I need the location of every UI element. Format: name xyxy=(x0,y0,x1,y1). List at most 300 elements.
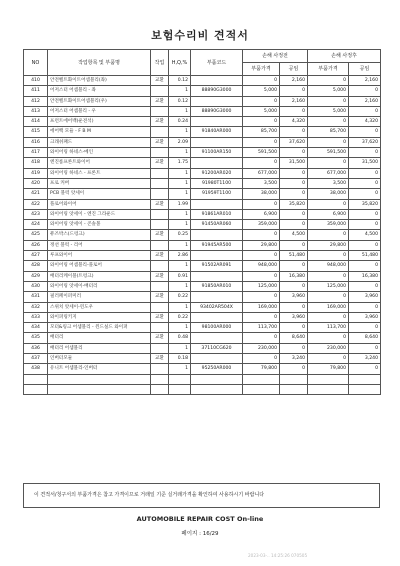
work-type xyxy=(151,189,169,199)
row-no: 413 xyxy=(24,106,48,116)
hq-value: 1 xyxy=(169,178,191,188)
part-code xyxy=(191,333,243,343)
labor-after: 8,640 xyxy=(349,333,381,343)
labor-before: 37,620 xyxy=(280,137,308,147)
table-row xyxy=(24,230,381,240)
hq-value: 1 xyxy=(169,189,191,199)
empty-cell xyxy=(280,384,308,394)
parts-price-after: 0 xyxy=(308,271,349,281)
parts-price-after: 0 xyxy=(308,251,349,261)
part-code: 91861AR010 xyxy=(191,209,243,219)
item-name: 배터리 어셈블리 xyxy=(48,343,151,353)
part-code xyxy=(191,158,243,168)
empty-cell xyxy=(308,374,349,384)
parts-price-before: 0 xyxy=(243,158,280,168)
part-code: 93402AR504X xyxy=(191,302,243,312)
empty-cell xyxy=(24,384,48,394)
labor-before: 0 xyxy=(280,148,308,158)
parts-price-before: 0 xyxy=(243,354,280,364)
work-type: 교환 xyxy=(151,271,169,281)
labor-after: 51,480 xyxy=(349,251,381,261)
labor-after: 0 xyxy=(349,106,381,116)
parts-price-before: 5,000 xyxy=(243,86,280,96)
row-no: 412 xyxy=(24,96,48,106)
row-no: 424 xyxy=(24,220,48,230)
part-code: 98100AR000 xyxy=(191,323,243,333)
item-name: 퓨즈박스(드렁크) xyxy=(48,230,151,240)
header-item: 작업항목 및 부품명 xyxy=(48,50,151,76)
table-row xyxy=(24,106,381,116)
empty-cell xyxy=(243,374,280,384)
table-row xyxy=(24,323,381,333)
parts-price-before: 0 xyxy=(243,76,280,86)
item-name: 정션 블럭 - 리어 xyxy=(48,240,151,250)
part-code: 91200AR020 xyxy=(191,168,243,178)
labor-after: 0 xyxy=(349,209,381,219)
item-name: 와이어링 앗세이-배터리 xyxy=(48,281,151,291)
work-type xyxy=(151,168,169,178)
row-no: 431 xyxy=(24,292,48,302)
header-labor-after: 공임 xyxy=(349,63,381,76)
labor-before: 51,480 xyxy=(280,251,308,261)
hq-value: 1 xyxy=(169,364,191,374)
labor-after: 0 xyxy=(349,148,381,158)
parts-price-after: 85,700 xyxy=(308,127,349,137)
estimate-table xyxy=(23,49,381,395)
hq-value: 1 xyxy=(169,220,191,230)
work-type: 교환 xyxy=(151,230,169,240)
parts-price-after: 359,000 xyxy=(308,220,349,230)
labor-before: 8,640 xyxy=(280,333,308,343)
row-no: 421 xyxy=(24,189,48,199)
parts-price-before: 591,500 xyxy=(243,148,280,158)
item-name: 유니트 어셈블리-인버터 xyxy=(48,364,151,374)
row-no: 425 xyxy=(24,230,48,240)
item-name: 엔진룸프론트와이어 xyxy=(48,158,151,168)
table-row xyxy=(24,271,381,281)
empty-cell xyxy=(24,374,48,384)
table-row xyxy=(24,127,381,137)
parts-price-before: 3,500 xyxy=(243,178,280,188)
parts-price-before: 6,900 xyxy=(243,209,280,219)
row-no: 411 xyxy=(24,86,48,96)
parts-price-after: 3,500 xyxy=(308,178,349,188)
work-type: 교환 xyxy=(151,251,169,261)
hq-value: 2.86 xyxy=(169,251,191,261)
part-code xyxy=(191,117,243,127)
hq-value: 1 xyxy=(169,168,191,178)
empty-cell xyxy=(191,384,243,394)
header-before-adjust: 손해 사정전 xyxy=(243,50,308,63)
labor-after: 0 xyxy=(349,86,381,96)
row-no: 432 xyxy=(24,302,48,312)
work-type xyxy=(151,178,169,188)
labor-after: 0 xyxy=(349,261,381,271)
part-code xyxy=(191,271,243,281)
row-no: 435 xyxy=(24,333,48,343)
table-row xyxy=(24,158,381,168)
parts-price-before: 29,800 xyxy=(243,240,280,250)
hq-value: 1.75 xyxy=(169,158,191,168)
table-row xyxy=(24,209,381,219)
labor-after: 0 xyxy=(349,127,381,137)
parts-price-before: 0 xyxy=(243,271,280,281)
labor-before: 0 xyxy=(280,281,308,291)
part-code xyxy=(191,354,243,364)
work-type: 교환 xyxy=(151,137,169,147)
table-row xyxy=(24,364,381,374)
work-type xyxy=(151,209,169,219)
empty-cell xyxy=(191,374,243,384)
part-code: 88890G3000 xyxy=(191,86,243,96)
parts-price-before: 169,000 xyxy=(243,302,280,312)
work-type xyxy=(151,86,169,96)
labor-after: 0 xyxy=(349,189,381,199)
hq-value: 0.91 xyxy=(169,271,191,281)
parts-price-before: 677,000 xyxy=(243,168,280,178)
table-row xyxy=(24,137,381,147)
work-type xyxy=(151,106,169,116)
part-code: 88890G3000 xyxy=(191,106,243,116)
work-type: 교환 xyxy=(151,312,169,322)
labor-before: 16,380 xyxy=(280,271,308,281)
labor-before: 3,960 xyxy=(280,312,308,322)
labor-after: 0 xyxy=(349,220,381,230)
table-row xyxy=(24,220,381,230)
parts-price-before: 5,000 xyxy=(243,106,280,116)
item-name: 인버터모듈 xyxy=(48,354,151,364)
labor-before: 0 xyxy=(280,323,308,333)
hq-value: 0.18 xyxy=(169,354,191,364)
header-parts-price-before: 부품가격 xyxy=(243,63,280,76)
part-code xyxy=(191,199,243,209)
parts-price-after: 29,800 xyxy=(308,240,349,250)
part-code: 91959T1100 xyxy=(191,189,243,199)
row-no: 422 xyxy=(24,199,48,209)
table-row xyxy=(24,343,381,353)
table-row xyxy=(24,292,381,302)
parts-price-after: 0 xyxy=(308,96,349,106)
empty-cell xyxy=(48,384,151,394)
item-name: PCB 블럭 앗세이 xyxy=(48,189,151,199)
price-notice: 이 견적서/청구서의 부품가격은 참고 가격이므로 거래일 기준 실거래가격을 확인하여 사용하시기 바랍니다 xyxy=(23,483,380,508)
work-type: 교환 xyxy=(151,199,169,209)
hq-value: 1 xyxy=(169,209,191,219)
table-row xyxy=(24,251,381,261)
header-no: NO xyxy=(24,50,48,76)
parts-price-before: 113,700 xyxy=(243,323,280,333)
labor-after: 0 xyxy=(349,168,381,178)
labor-after: 16,380 xyxy=(349,271,381,281)
labor-before: 2,160 xyxy=(280,96,308,106)
item-name: 루프와이어 xyxy=(48,251,151,261)
header-part-code: 부품코드 xyxy=(191,50,243,76)
hq-value: 1.99 xyxy=(169,199,191,209)
labor-before: 3,960 xyxy=(280,292,308,302)
part-code: 91945AR500 xyxy=(191,240,243,250)
work-type: 교환 xyxy=(151,117,169,127)
parts-price-after: 0 xyxy=(308,158,349,168)
parts-price-before: 948,000 xyxy=(243,261,280,271)
labor-before: 0 xyxy=(280,127,308,137)
hq-value: 1 xyxy=(169,343,191,353)
parts-price-after: 5,000 xyxy=(308,106,349,116)
empty-cell xyxy=(243,384,280,394)
row-no: 428 xyxy=(24,261,48,271)
item-name: 프런트에어백(운전석) xyxy=(48,117,151,127)
labor-before: 35,820 xyxy=(280,199,308,209)
hq-value: 1 xyxy=(169,302,191,312)
document-title: 보험수리비 견적서 xyxy=(151,29,249,42)
table-row xyxy=(24,199,381,209)
hq-value: 1 xyxy=(169,106,191,116)
parts-price-before: 0 xyxy=(243,96,280,106)
print-timestamp: 2023-03-.. 14:25:26 070505 xyxy=(248,553,308,558)
hq-value: 0.22 xyxy=(169,312,191,322)
labor-after: 35,820 xyxy=(349,199,381,209)
labor-before: 0 xyxy=(280,189,308,199)
table-row xyxy=(24,281,381,291)
row-no: 438 xyxy=(24,364,48,374)
work-type: 교환 xyxy=(151,96,169,106)
parts-price-after: 0 xyxy=(308,76,349,86)
row-no: 414 xyxy=(24,117,48,127)
labor-before: 0 xyxy=(280,343,308,353)
hq-value: 0.24 xyxy=(169,117,191,127)
hq-value: 0.48 xyxy=(169,333,191,343)
labor-before: 3,240 xyxy=(280,354,308,364)
parts-price-after: 125,000 xyxy=(308,281,349,291)
table-row xyxy=(24,354,381,364)
labor-after: 0 xyxy=(349,364,381,374)
part-code xyxy=(191,251,243,261)
hq-value: 1 xyxy=(169,127,191,137)
parts-price-before: 79,800 xyxy=(243,364,280,374)
item-name: 배터리케이블(트렁크) xyxy=(48,271,151,281)
hq-value: 1 xyxy=(169,148,191,158)
part-code: 37110CG620 xyxy=(191,343,243,353)
item-name: 안전벨트화이트어셈블리(좌) xyxy=(48,76,151,86)
part-code: 91980T1100 xyxy=(191,178,243,188)
labor-before: 0 xyxy=(280,261,308,271)
item-name: 스위치 앗세이-윈도우 xyxy=(48,302,151,312)
part-code: 91840AR000 xyxy=(191,127,243,137)
table-row xyxy=(24,96,381,106)
header-parts-price-after: 부품가격 xyxy=(308,63,349,76)
part-code xyxy=(191,137,243,147)
empty-cell xyxy=(151,374,169,384)
table-row xyxy=(24,86,381,96)
labor-after: 0 xyxy=(349,323,381,333)
parts-price-before: 38,000 xyxy=(243,189,280,199)
labor-after: 2,160 xyxy=(349,96,381,106)
parts-price-before: 359,000 xyxy=(243,220,280,230)
labor-before: 0 xyxy=(280,209,308,219)
table-row xyxy=(24,312,381,322)
row-no: 416 xyxy=(24,137,48,147)
parts-price-after: 0 xyxy=(308,230,349,240)
part-code xyxy=(191,292,243,302)
table-row xyxy=(24,189,381,199)
table-row xyxy=(24,333,381,343)
item-name: 와이어링 어셈블리-플로어 xyxy=(48,261,151,271)
labor-before: 2,160 xyxy=(280,76,308,86)
parts-price-before: 85,700 xyxy=(243,127,280,137)
work-type xyxy=(151,220,169,230)
parts-price-after: 5,000 xyxy=(308,86,349,96)
header-hq: H,Q,% xyxy=(169,50,191,76)
part-code: 91850AR010 xyxy=(191,281,243,291)
row-no: 437 xyxy=(24,354,48,364)
table-row xyxy=(24,302,381,312)
hq-value: 0.12 xyxy=(169,96,191,106)
labor-before: 31,500 xyxy=(280,158,308,168)
parts-price-before: 230,000 xyxy=(243,343,280,353)
item-name: 와이어링 앗세이 - 엔진 그라운드 xyxy=(48,209,151,219)
parts-price-after: 38,000 xyxy=(308,189,349,199)
parts-price-after: 230,000 xyxy=(308,343,349,353)
row-no: 426 xyxy=(24,240,48,250)
part-code xyxy=(191,312,243,322)
hq-value: 1 xyxy=(169,240,191,250)
empty-cell xyxy=(169,384,191,394)
table-row xyxy=(24,240,381,250)
row-no: 423 xyxy=(24,209,48,219)
parts-price-after: 0 xyxy=(308,312,349,322)
header-after-adjust: 손해 사정후 xyxy=(308,50,381,63)
labor-after: 0 xyxy=(349,343,381,353)
footer-title: AUTOMOBILE REPAIR COST On-line xyxy=(136,515,264,523)
item-name: 와이어링 앗세이 - 콘솔볼 xyxy=(48,220,151,230)
item-name: 필러페이퍼미러 xyxy=(48,292,151,302)
work-type xyxy=(151,343,169,353)
labor-before: 4,320 xyxy=(280,117,308,127)
row-no: 433 xyxy=(24,312,48,322)
row-no: 436 xyxy=(24,343,48,353)
parts-price-after: 169,000 xyxy=(308,302,349,312)
labor-after: 4,500 xyxy=(349,230,381,240)
parts-price-after: 6,900 xyxy=(308,209,349,219)
labor-before: 0 xyxy=(280,178,308,188)
hq-value: 0.12 xyxy=(169,76,191,86)
part-code xyxy=(191,96,243,106)
table-row xyxy=(24,261,381,271)
labor-after: 4,320 xyxy=(349,117,381,127)
parts-price-after: 0 xyxy=(308,199,349,209)
item-name: 안전벨트화이트어셈블리(우) xyxy=(48,96,151,106)
work-type xyxy=(151,127,169,137)
item-name: 와이어링 하네스 - 프론트 xyxy=(48,168,151,178)
item-name: 와이퍼링키지 xyxy=(48,312,151,322)
empty-cell xyxy=(349,384,381,394)
hq-value: 1 xyxy=(169,86,191,96)
row-no: 434 xyxy=(24,323,48,333)
empty-row xyxy=(24,374,381,384)
parts-price-before: 0 xyxy=(243,199,280,209)
header-work: 작업 xyxy=(151,50,169,76)
item-name: 와이어링 하네스-메인 xyxy=(48,148,151,158)
row-no: 420 xyxy=(24,178,48,188)
table-row xyxy=(24,76,381,86)
empty-cell xyxy=(151,384,169,394)
parts-price-after: 591,500 xyxy=(308,148,349,158)
hq-value: 2.09 xyxy=(169,137,191,147)
row-no: 410 xyxy=(24,76,48,86)
parts-price-before: 0 xyxy=(243,333,280,343)
item-name: 배터리 xyxy=(48,333,151,343)
parts-price-after: 0 xyxy=(308,354,349,364)
work-type: 교환 xyxy=(151,292,169,302)
labor-after: 0 xyxy=(349,302,381,312)
work-type xyxy=(151,261,169,271)
parts-price-after: 0 xyxy=(308,292,349,302)
row-no: 418 xyxy=(24,158,48,168)
work-type xyxy=(151,302,169,312)
parts-price-before: 0 xyxy=(243,292,280,302)
work-type xyxy=(151,240,169,250)
parts-price-before: 125,000 xyxy=(243,281,280,291)
parts-price-before: 0 xyxy=(243,117,280,127)
empty-row xyxy=(24,384,381,394)
item-name: 플로어와이어 xyxy=(48,199,151,209)
row-no: 415 xyxy=(24,127,48,137)
labor-after: 31,500 xyxy=(349,158,381,168)
work-type: 교환 xyxy=(151,354,169,364)
work-type xyxy=(151,281,169,291)
parts-price-after: 948,000 xyxy=(308,261,349,271)
empty-cell xyxy=(169,374,191,384)
labor-after: 0 xyxy=(349,281,381,291)
part-code: 91502AR091 xyxy=(191,261,243,271)
labor-after: 0 xyxy=(349,178,381,188)
labor-after: 2,160 xyxy=(349,76,381,86)
labor-after: 3,240 xyxy=(349,354,381,364)
labor-before: 0 xyxy=(280,106,308,116)
hq-value: 0.25 xyxy=(169,230,191,240)
item-name: 어저스터 어셈블리 - 우 xyxy=(48,106,151,116)
parts-price-after: 79,800 xyxy=(308,364,349,374)
row-no: 430 xyxy=(24,281,48,291)
labor-before: 0 xyxy=(280,240,308,250)
labor-after: 37,620 xyxy=(349,137,381,147)
work-type: 교환 xyxy=(151,76,169,86)
labor-before: 0 xyxy=(280,302,308,312)
row-no: 429 xyxy=(24,271,48,281)
row-no: 419 xyxy=(24,168,48,178)
table-row xyxy=(24,117,381,127)
part-code: 95250AR000 xyxy=(191,364,243,374)
parts-price-after: 0 xyxy=(308,137,349,147)
hq-value: 1 xyxy=(169,323,191,333)
empty-cell xyxy=(349,374,381,384)
item-name: 에어백 모듈 - F B M xyxy=(48,127,151,137)
labor-after: 3,960 xyxy=(349,292,381,302)
part-code xyxy=(191,230,243,240)
hq-value: 0.22 xyxy=(169,292,191,302)
item-name: 어저스터 어셈블리 - 좌 xyxy=(48,86,151,96)
work-type: 교환 xyxy=(151,158,169,168)
item-name: 크래쉬패드 xyxy=(48,137,151,147)
table-row xyxy=(24,168,381,178)
empty-cell xyxy=(308,384,349,394)
item-name: 모터&링크 어셈블리 - 윈드실드 와이퍼 xyxy=(48,323,151,333)
parts-price-after: 0 xyxy=(308,333,349,343)
work-type xyxy=(151,148,169,158)
part-code xyxy=(191,76,243,86)
parts-price-after: 113,700 xyxy=(308,323,349,333)
empty-cell xyxy=(48,374,151,384)
parts-price-after: 677,000 xyxy=(308,168,349,178)
